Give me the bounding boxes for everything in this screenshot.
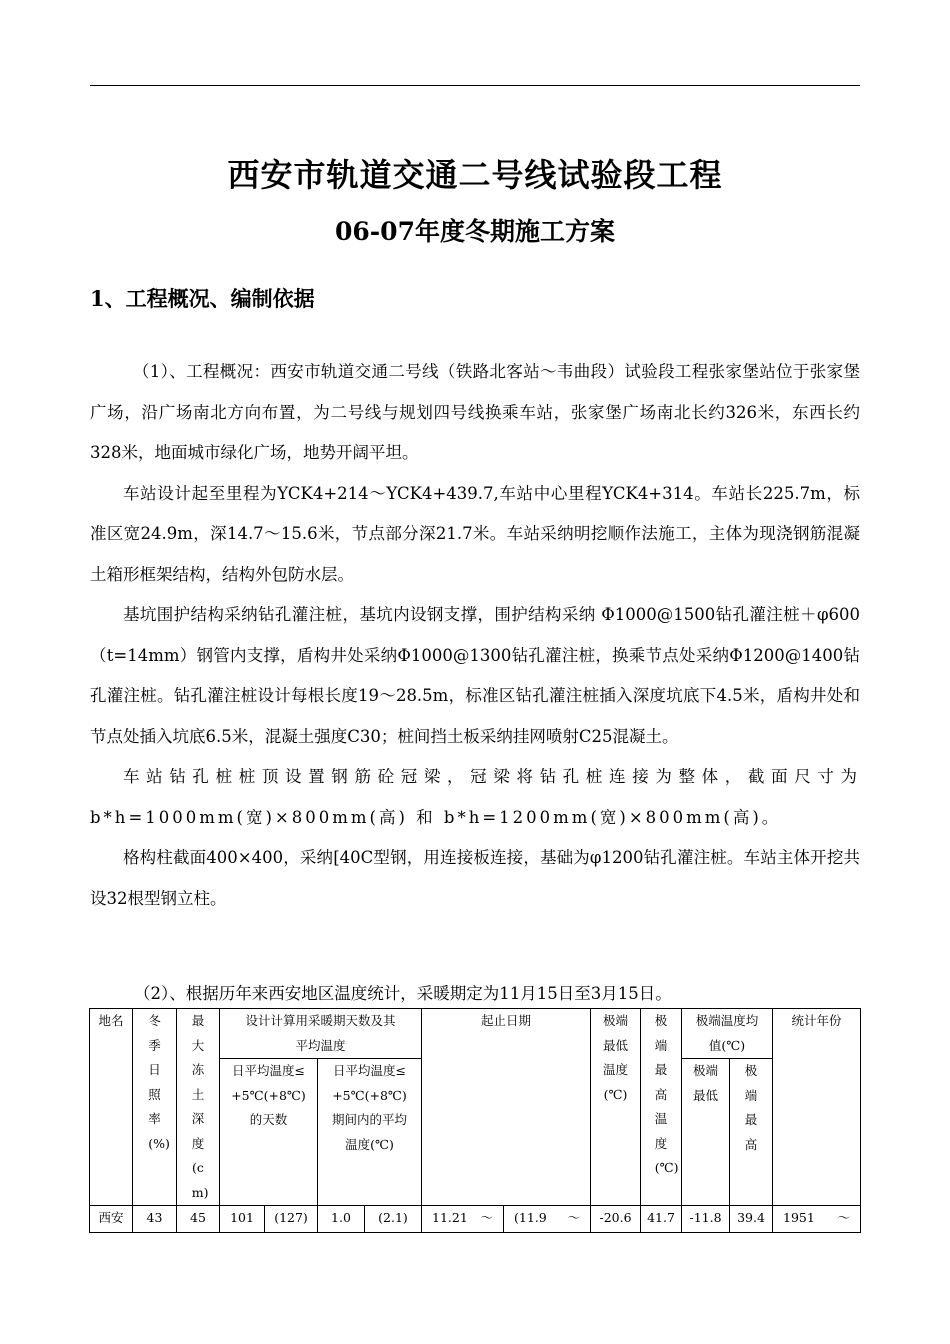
header-max-temp: 极端最高温度(℃) xyxy=(641,1009,682,1206)
paragraph-station-design: 车站设计起至里程为YCK4+214～YCK4+439.7,车站中心里程YCK4+314。车站长225.7m，标准区宽24.9m，深14.7～15.6米，节点部分深21.7米。车站采纳明挖顺作法施工，主体为现浇钢筋混凝土箱形框架结构，结构外包防水层。 xyxy=(90,483,860,584)
header-heating-group: 设计计算用采暖期天数及其平均温度 xyxy=(220,1009,422,1059)
header-years: 统计年份 xyxy=(773,1009,861,1206)
paragraph-retaining-structure: 基坑围护结构采纳钻孔灌注桩，基坑内设钢支撑，围护结构采纳 Φ1000@1500钻孔灌注桩＋φ600（t=14mm）钢管内支撑，盾构井处采纳Φ1000@1300钻孔灌注桩，换乘节点处采纳Φ1200@1400钻孔灌注桩。钻孔灌注桩设计每根长度19～28.5m，标准区钻孔灌注桩插入深度坑底下4.5米，盾构井处和节点处插入坑底6.5米，混凝土强度C30；桩间挡土板采纳挂网喷射C25混凝土。 xyxy=(90,605,860,746)
cell-avg-8: (2.1) xyxy=(365,1206,422,1233)
table-row xyxy=(90,1206,861,1233)
header-min-temp: 极端最低温度(℃) xyxy=(591,1009,641,1206)
cell-max-temp: 41.7 xyxy=(641,1206,682,1233)
section-heading: 1、工程概况、编制依据 xyxy=(90,286,315,311)
table-caption: （2）、根据历年来西安地区温度统计，采暖期定为11月15日至3月15日。 xyxy=(134,984,672,1003)
cell-winter-sun: 43 xyxy=(133,1206,177,1233)
cell-frost-depth: 45 xyxy=(177,1206,220,1233)
paragraph-lattice-column: 格构柱截面400×400，采纳[40C型钢，用连接板连接，基础为φ1200钻孔灌注桩。车站主体开挖共设32根型钢立柱。 xyxy=(90,848,860,908)
cell-avg-low: -11.8 xyxy=(682,1206,730,1233)
cell-date-8: (11.9 ～ xyxy=(504,1206,591,1233)
header-place: 地名 xyxy=(90,1009,133,1206)
table-header-row xyxy=(90,1009,861,1059)
paragraph-crown-beam: 车站钻孔桩桩顶设置钢筋砼冠梁，冠梁将钻孔桩连接为整体，截面尺寸为b*h=1000mm(宽)×800mm(高) 和 b*h=1200mm(宽)×800mm(高)。 xyxy=(90,767,860,827)
header-winter-sun: 冬季日照率(%) xyxy=(133,1009,177,1206)
paragraph-overview: （1）、工程概况：西安市轨道交通二号线（铁路北客站～韦曲段）试验段工程张家堡站位于张家堡广场，沿广场南北方向布置，为二号线与规划四号线换乘车站，张家堡广场南北长约326米，东西长约328米，地面城市绿化广场，地势开阔平坦。 xyxy=(90,362,860,462)
cell-avg-high: 39.4 xyxy=(730,1206,773,1233)
subheader-avg-high: 极端最高 xyxy=(730,1059,773,1206)
header-frost-depth: 最大冻土深度(cm) xyxy=(177,1009,220,1206)
subheader-avg-low: 极端最低 xyxy=(682,1059,730,1206)
document-subtitle: 06-07年度冬期施工方案 xyxy=(335,217,615,246)
cell-days-5: 101 xyxy=(220,1206,265,1233)
header-date-group: 起止日期 xyxy=(422,1009,591,1206)
cell-years: 1951 ～ xyxy=(773,1206,861,1233)
subheader-avg-temp: 日平均温度≤+5℃(+8℃)期间内的平均温度(℃) xyxy=(318,1059,422,1206)
cell-avg-5: 1.0 xyxy=(318,1206,365,1233)
cell-place: 西安 xyxy=(90,1206,133,1233)
cell-days-8: (127) xyxy=(265,1206,318,1233)
document-title: 西安市轨道交通二号线试验段工程 xyxy=(227,156,723,194)
temperature-table xyxy=(89,1008,861,1233)
header-rule xyxy=(90,85,860,86)
subheader-days: 日平均温度≤+5℃(+8℃)的天数 xyxy=(220,1059,318,1206)
cell-min-temp: -20.6 xyxy=(591,1206,641,1233)
header-avg-group: 极端温度均值(℃) xyxy=(682,1009,773,1059)
body-text xyxy=(90,352,860,919)
cell-date-5: 11.21 ～ xyxy=(422,1206,504,1233)
